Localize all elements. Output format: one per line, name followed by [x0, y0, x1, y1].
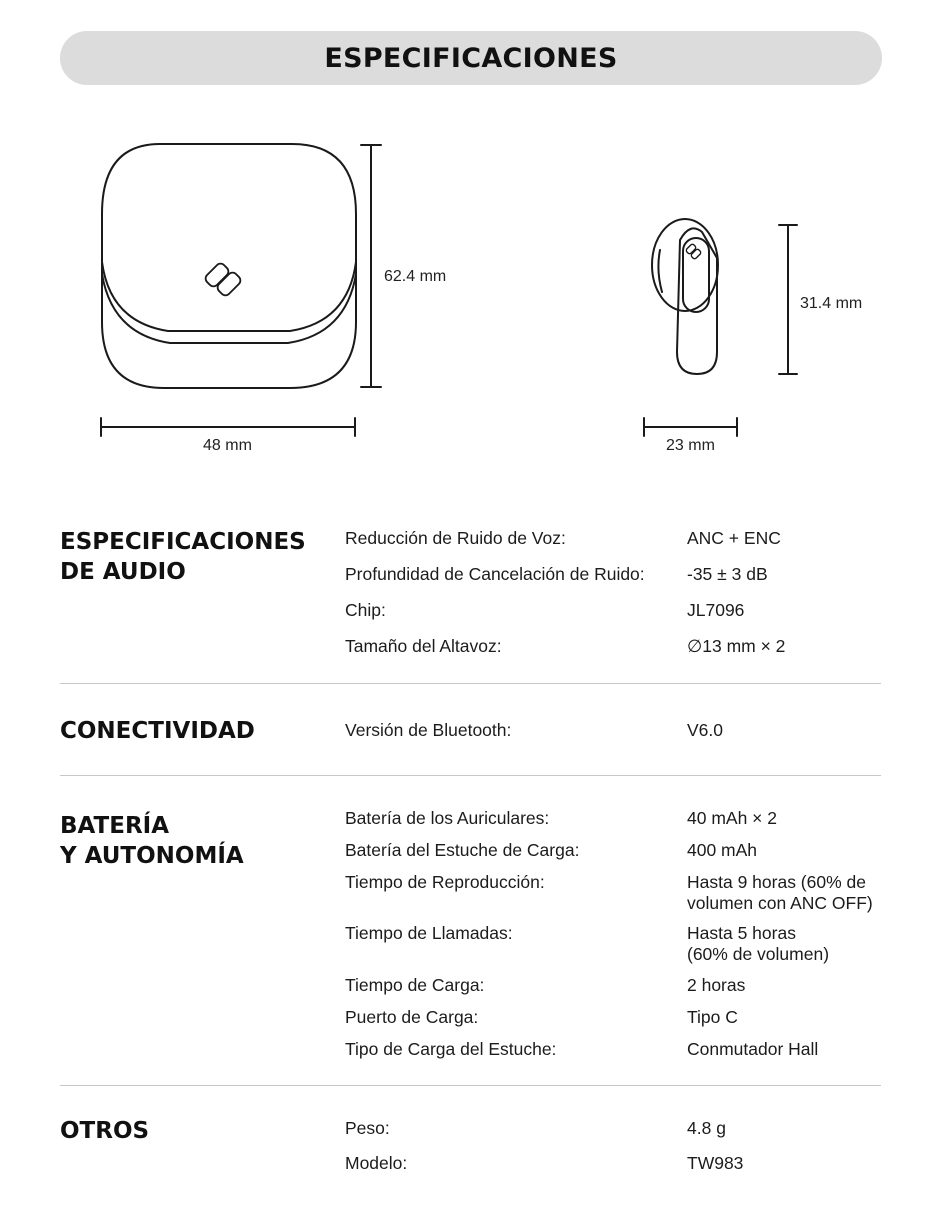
spec-label: Tiempo de Llamadas: [345, 923, 513, 943]
spec-label: Tiempo de Reproducción: [345, 872, 545, 892]
spec-value: JL7096 [687, 600, 745, 620]
spec-label: Modelo: [345, 1153, 408, 1173]
spec-value: Conmutador Hall [687, 1039, 819, 1059]
spec-label: Tamaño del Altavoz: [345, 636, 502, 656]
section-divider [60, 1085, 881, 1086]
page-title: ESPECIFICACIONES [324, 42, 618, 74]
case-height-dimension-icon [361, 145, 381, 387]
section-divider [60, 683, 881, 684]
case-width-label: 48 mm [203, 437, 252, 454]
spec-label: Batería de los Auriculares: [345, 808, 550, 828]
spec-value: TW983 [687, 1153, 744, 1173]
earbud-height-label: 31.4 mm [800, 295, 863, 312]
case-width-dimension-icon [101, 418, 355, 436]
section-title: OTROS [60, 1118, 150, 1144]
spec-value: 40 mAh × 2 [687, 808, 777, 828]
spec-value: 400 mAh [687, 840, 758, 860]
spec-label: Tipo de Carga del Estuche: [345, 1039, 557, 1059]
product-drawings [0, 0, 940, 480]
earbud-height-dimension-icon [779, 225, 797, 374]
spec-label: Peso: [345, 1118, 390, 1138]
spec-label: Profundidad de Cancelación de Ruido: [345, 564, 645, 584]
spec-value: 2 horas [687, 975, 746, 995]
spec-value: Hasta 9 horas (60% de volumen con ANC OFF) [687, 872, 873, 913]
case-height-label: 62.4 mm [384, 268, 447, 285]
section-title: CONECTIVIDAD [60, 718, 255, 744]
earbud-width-label: 23 mm [666, 437, 715, 454]
section-title: BATERÍA Y AUTONOMÍA [60, 813, 244, 869]
brand-logo-icon [204, 262, 243, 298]
earbud-width-dimension-icon [644, 418, 737, 436]
spec-value: 4.8 g [687, 1118, 726, 1138]
spec-label: Chip: [345, 600, 386, 620]
spec-value: Tipo C [687, 1007, 738, 1027]
spec-value: Hasta 5 horas (60% de volumen) [687, 923, 830, 964]
spec-label: Puerto de Carga: [345, 1007, 479, 1027]
section-divider [60, 775, 881, 776]
section-title: ESPECIFICACIONES DE AUDIO [60, 529, 306, 585]
earbud-icon [652, 219, 718, 374]
spec-label: Batería del Estuche de Carga: [345, 840, 580, 860]
spec-value: ∅13 mm × 2 [687, 636, 786, 656]
charging-case-icon [102, 144, 356, 388]
spec-label: Reducción de Ruido de Voz: [345, 528, 566, 548]
spec-label: Versión de Bluetooth: [345, 720, 512, 740]
spec-value: ANC + ENC [687, 528, 781, 548]
spec-label: Tiempo de Carga: [345, 975, 485, 995]
spec-value: -35 ± 3 dB [687, 564, 768, 584]
spec-value: V6.0 [687, 720, 723, 740]
